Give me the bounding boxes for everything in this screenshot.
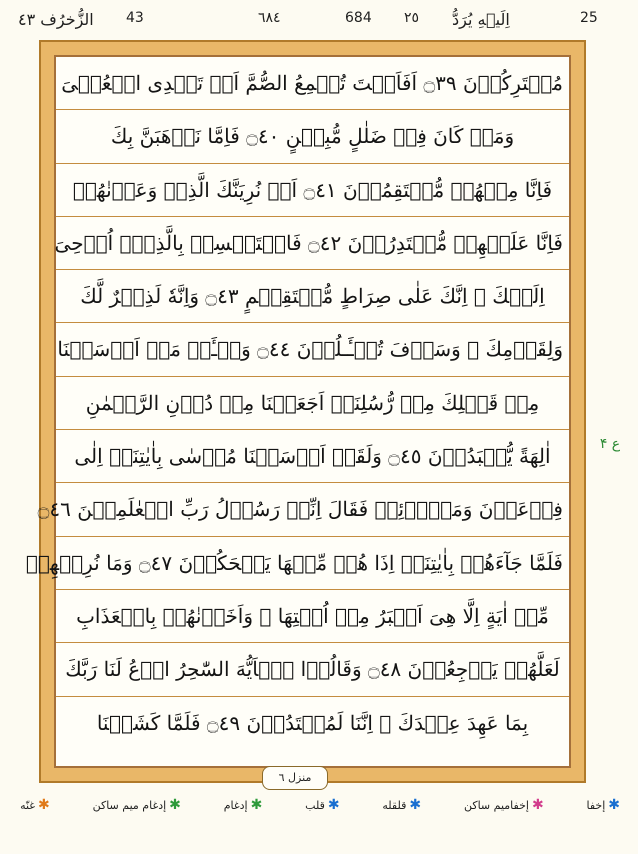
surah-number: 43 xyxy=(126,10,144,26)
manzil-label: منزل ٦ xyxy=(262,766,328,790)
para-number-arabic: ٢٥ xyxy=(404,10,420,26)
star-icon: ✱ xyxy=(38,797,50,813)
legend-label: إدغام ميم ساكن xyxy=(92,798,167,812)
star-icon: ✱ xyxy=(169,797,181,813)
surah-name: الزُّخرُف ٤٣ xyxy=(18,10,94,29)
legend-label: قلب xyxy=(305,798,325,812)
star-icon: ✱ xyxy=(327,797,340,813)
verse-line: مِنۡ قَبۡلِكَ مِنۡ رُّسُلِنَاۤ اَجَعَلۡنَا مِنۡ دُوۡنِ الرَّحۡمٰنِ xyxy=(56,377,569,430)
verse-line: وَلِقَوۡمِكَ ۚ وَسَوۡفَ تُسۡـَٔـلُوۡنَ ۝٤٤ وَسۡـَٔلۡ مَنۡ اَرۡسَلۡنَا xyxy=(56,323,569,376)
verse-line: فَلَمَّا جَآءَهُمۡ بِاٰيٰتِنَاۤ اِذَا هُمۡ مِّنۡهَا يَضۡحَكُوۡنَ ۝٤٧ وَمَا نُرِيۡهِمۡ xyxy=(56,537,569,590)
legend-label: غنّه xyxy=(20,798,36,812)
page-header xyxy=(0,0,638,38)
legend-item-ikhfa-meem xyxy=(464,798,544,812)
star-icon: ✱ xyxy=(409,797,422,813)
para-index: 25 xyxy=(580,10,598,26)
ornamental-frame xyxy=(25,40,586,783)
page-number: 684 xyxy=(345,10,372,26)
star-icon: ✱ xyxy=(608,797,620,813)
verse-line: فَاِنَّا مِنۡهُمۡ مُّنۡتَقِمُوۡنَ ۝٤١ اَوۡ نُرِيَنَّكَ الَّذِىۡ وَعَدۡنٰهُمۡ xyxy=(56,164,569,217)
verse-line: وَمَنۡ كَانَ فِىۡ ضَلٰلٍ مُّبِيۡنٍ ۝٤٠ فَاِمَّا نَذۡهَبَنَّ بِكَ xyxy=(56,110,569,163)
star-icon: ✱ xyxy=(531,797,544,813)
legend-label: إدغام xyxy=(223,798,248,812)
legend-item-ikhfa xyxy=(586,798,620,812)
legend-item-qalqala xyxy=(382,798,421,812)
legend-item-idgham xyxy=(224,798,263,812)
verse-line: بِمَا عَهِدَ عِنۡدَكَ ۚ اِنَّنَا لَمُهۡتَدُوۡنَ ۝٤٩ فَلَمَّا كَشَفۡنَا xyxy=(96,710,529,735)
verse-line: اِلَيۡكَ ۚ اِنَّكَ عَلٰى صِرَاطٍ مُّسۡتَقِيۡمٍ ۝٤٣ وَاِنَّهٗ لَذِكۡرٌ لَّكَ xyxy=(56,270,569,323)
legend-item-idgham-meem xyxy=(93,798,181,812)
verse-line: فَاِنَّا عَلَيۡهِمۡ مُّقۡتَدِرُوۡنَ ۝٤٢ فَاسۡتَمۡسِكۡ بِالَّذِىۡۤ اُوۡحِىَ xyxy=(56,217,569,270)
verse-line: فِرۡعَوۡنَ وَمَلَا۠ئِهٖ فَقَالَ اِنِّىۡ رَسُوۡلُ رَبِّ الۡعٰلَمِيۡنَ ۝٤٦ xyxy=(56,483,569,536)
verse-line: مُشۡتَرِكُوۡنَ ۝٣٩ اَفَاَنۡتَ تُسۡمِعُ الصُّمَّ اَوۡ تَهۡدِى الۡعُمۡىَ xyxy=(56,57,569,110)
legend-label: قلقله xyxy=(382,798,407,812)
legend-label: إخفا xyxy=(586,798,606,812)
page-number-arabic: ٦٨٤ xyxy=(258,10,281,26)
tajweed-legend xyxy=(20,790,620,820)
text-panel xyxy=(25,55,571,768)
legend-label: إخفاميم ساكن xyxy=(463,798,529,812)
star-icon: ✱ xyxy=(250,797,263,813)
legend-item-qalb xyxy=(305,798,339,812)
legend-item-ghunna xyxy=(20,798,50,812)
verse-line: لَعَلَّهُمۡ يَرۡجِعُوۡنَ ۝٤٨ وَقَالُوۡا يٰۤاَيُّهَ السّٰحِرُ ادۡعُ لَنَا رَبَّكَ xyxy=(56,643,569,696)
ruku-marker: ع ۴ xyxy=(599,436,621,452)
para-name: اِلَيۡهِ يُرَدُّ xyxy=(452,10,510,29)
verse-line: مِّنۡ اٰيَةٍ اِلَّا هِىَ اَكۡبَرُ مِنۡ اُخۡتِهَا ۖ وَاَخَذۡنٰهُمۡ بِالۡعَذَابِ xyxy=(56,590,569,643)
verse-line: اٰلِهَةً يُّعۡبَدُوۡنَ ۝٤٥ وَلَقَدۡ اَرۡسَلۡنَا مُوۡسٰى بِاٰيٰتِنَاۤ اِلٰى xyxy=(56,430,569,483)
